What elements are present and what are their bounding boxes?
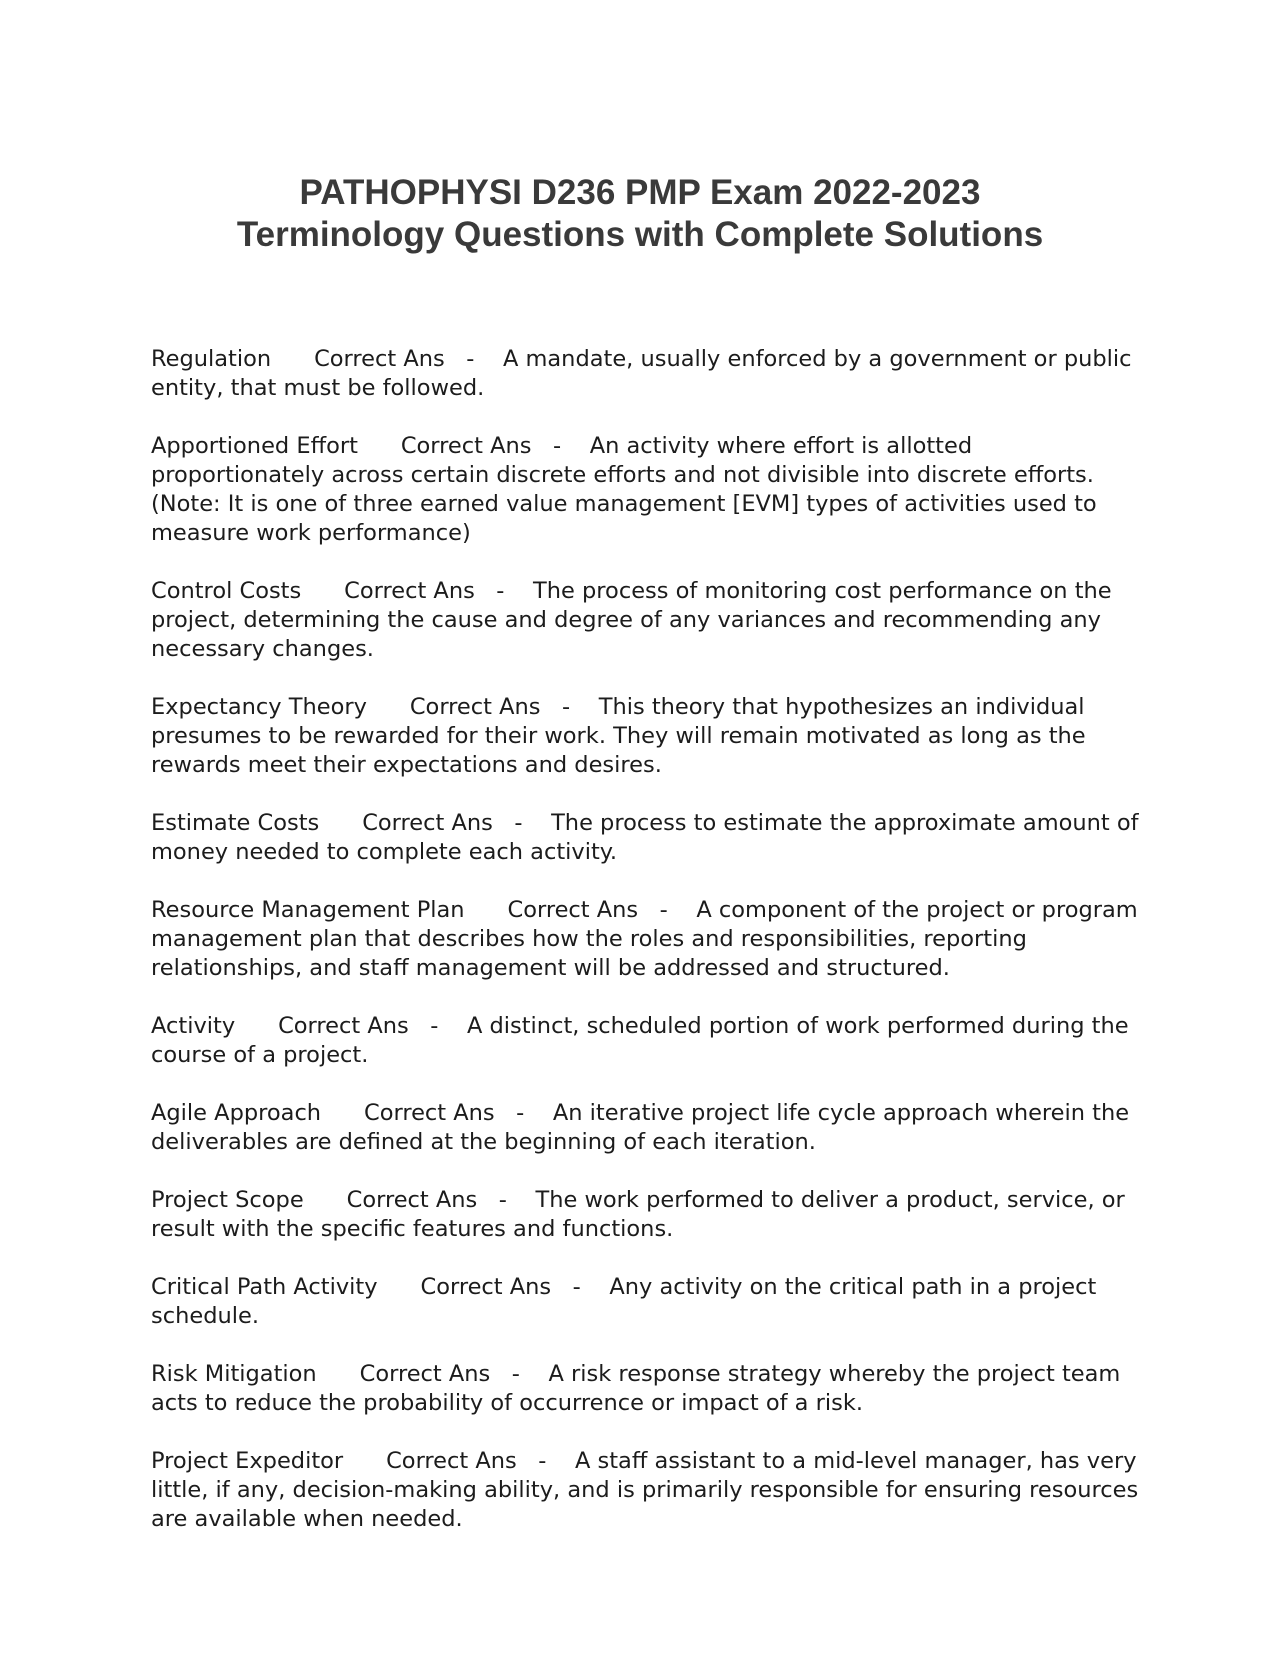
entry-term: Expectancy Theory bbox=[151, 694, 367, 720]
entry-definition: A risk response strategy whereby the project team acts to reduce the probability of occurrence or impact of a risk. bbox=[151, 1361, 1121, 1416]
entry-definition: A component of the project or program management plan that describes how the roles and responsibilities, reporting relationships, and staff management will be addressed and structured. bbox=[151, 897, 1138, 981]
answer-separator: - bbox=[511, 1361, 520, 1387]
glossary-entry bbox=[151, 1186, 1141, 1244]
glossary-entry bbox=[151, 896, 1141, 983]
answer-label: Correct Ans bbox=[386, 1448, 517, 1474]
entry-term: Apportioned Effort bbox=[151, 433, 358, 459]
entry-term: Resource Management Plan bbox=[151, 897, 465, 923]
entry-term: Risk Mitigation bbox=[151, 1361, 317, 1387]
glossary-entry bbox=[151, 1099, 1141, 1157]
answer-separator: - bbox=[466, 346, 475, 372]
entry-definition: The process to estimate the approximate amount of money needed to complete each activity. bbox=[151, 810, 1139, 865]
entry-definition: An iterative project life cycle approach wherein the deliverables are defined at the beginning of each iteration. bbox=[151, 1100, 1130, 1155]
entry-term: Critical Path Activity bbox=[151, 1274, 378, 1300]
entry-term: Activity bbox=[151, 1013, 236, 1039]
answer-label: Correct Ans bbox=[346, 1187, 478, 1213]
glossary-entry bbox=[151, 693, 1141, 780]
entry-definition: This theory that hypothesizes an individual presumes to be rewarded for their work. They will remain motivated as long as the rewards meet their expectations and desires. bbox=[151, 694, 1086, 778]
answer-separator: - bbox=[498, 1187, 507, 1213]
answer-separator: - bbox=[561, 694, 571, 720]
answer-label: Correct Ans bbox=[507, 897, 639, 923]
answer-label: Correct Ans bbox=[314, 346, 445, 372]
answer-label: Correct Ans bbox=[362, 810, 493, 836]
glossary-entry bbox=[151, 577, 1141, 664]
entry-definition: An activity where effort is allotted proportionately across certain discrete efforts and not divisible into discrete efforts. (Note: It is one of three earned value management [EVM] types of activities used to measure work performance) bbox=[151, 433, 1097, 546]
entry-definition: The work performed to deliver a product, service, or result with the specific features and functions. bbox=[151, 1187, 1125, 1242]
answer-separator: - bbox=[496, 578, 505, 604]
glossary-list bbox=[151, 345, 1141, 1563]
entry-definition: A staff assistant to a mid-level manager, has very little, if any, decision-making ability, and is primarily responsible for ensuring resources are available when needed. bbox=[151, 1448, 1139, 1532]
glossary-entry bbox=[151, 809, 1141, 867]
glossary-entry bbox=[151, 432, 1141, 548]
entry-term: Agile Approach bbox=[151, 1100, 322, 1126]
entry-definition: The process of monitoring cost performance on the project, determining the cause and degree of any variances and recommending any necessary changes. bbox=[151, 578, 1112, 662]
answer-separator: - bbox=[538, 1448, 547, 1474]
glossary-entry bbox=[151, 1273, 1141, 1331]
entry-definition: A distinct, scheduled portion of work performed during the course of a project. bbox=[151, 1013, 1129, 1068]
answer-separator: - bbox=[572, 1274, 581, 1300]
answer-label: Correct Ans bbox=[409, 694, 541, 720]
answer-label: Correct Ans bbox=[420, 1274, 552, 1300]
glossary-entry bbox=[151, 1447, 1141, 1534]
document-title-line-2: Terminology Questions with Complete Solutions bbox=[236, 215, 1044, 254]
answer-separator: - bbox=[659, 897, 668, 923]
answer-label: Correct Ans bbox=[344, 578, 475, 604]
document-title-line-1: PATHOPHYSI D236 PMP Exam 2022-2023 bbox=[299, 173, 981, 212]
answer-label: Correct Ans bbox=[364, 1100, 495, 1126]
glossary-entry bbox=[151, 1360, 1141, 1418]
answer-separator: - bbox=[552, 433, 562, 459]
answer-separator: - bbox=[516, 1100, 525, 1126]
answer-label: Correct Ans bbox=[278, 1013, 409, 1039]
glossary-entry bbox=[151, 1012, 1141, 1070]
answer-separator: - bbox=[430, 1013, 439, 1039]
entry-term: Regulation bbox=[151, 346, 272, 372]
document-title bbox=[0, 172, 1280, 256]
answer-label: Correct Ans bbox=[400, 433, 532, 459]
answer-separator: - bbox=[514, 810, 523, 836]
entry-term: Estimate Costs bbox=[151, 810, 320, 836]
entry-term: Project Scope bbox=[151, 1187, 304, 1213]
entry-term: Control Costs bbox=[151, 578, 302, 604]
entry-definition: A mandate, usually enforced by a government or public entity, that must be followed. bbox=[151, 346, 1132, 401]
entry-term: Project Expeditor bbox=[151, 1448, 344, 1474]
glossary-entry bbox=[151, 345, 1141, 403]
entry-definition: Any activity on the critical path in a project schedule. bbox=[151, 1274, 1097, 1329]
answer-label: Correct Ans bbox=[359, 1361, 491, 1387]
